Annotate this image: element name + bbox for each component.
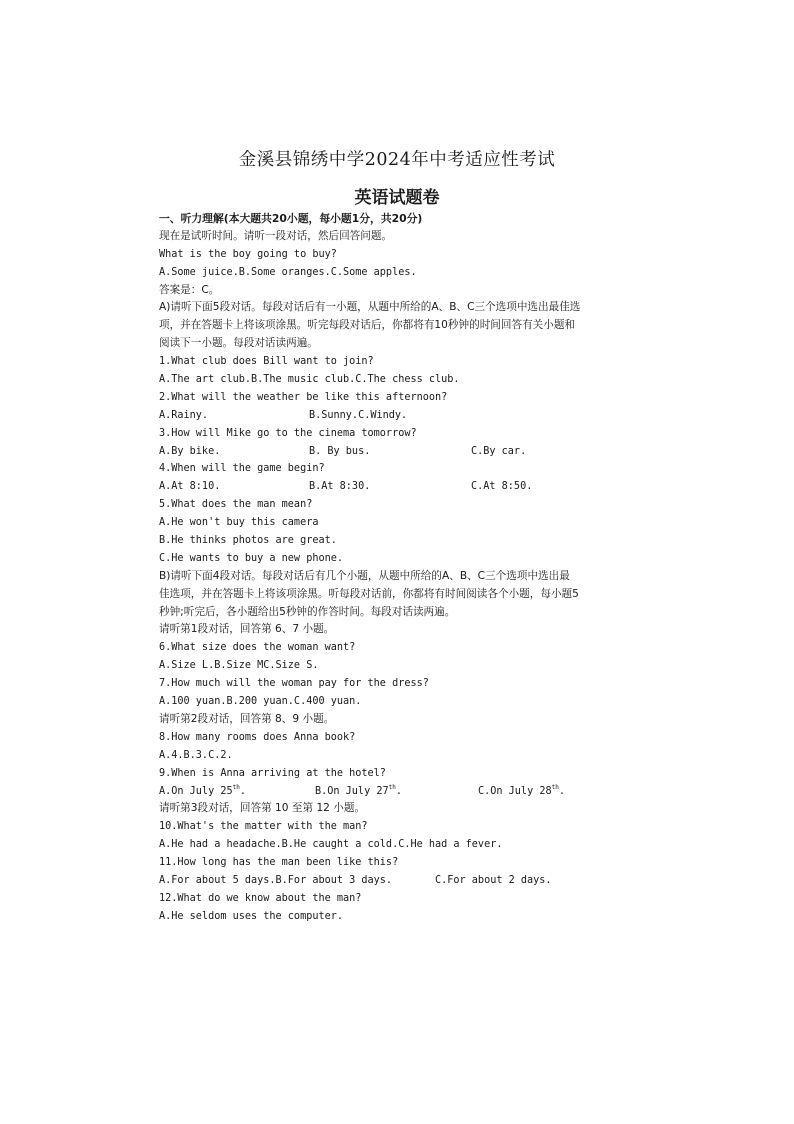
question-11: 11.How long has the man been like this? — [159, 857, 399, 869]
question-5-option-c: C.He wants to buy a new phone. — [159, 552, 344, 564]
question-12-option-a: A.He seldom uses the computer. — [159, 910, 344, 922]
question-8: 8.How many rooms does Anna book? — [159, 731, 356, 743]
question-4: 4.When will the game begin? — [159, 463, 325, 475]
question-6: 6.What size does the woman want? — [159, 642, 356, 654]
option-ab: A.For about 5 days.B.For about 3 days. — [159, 874, 393, 886]
trial-options: A.Some juice.B.Some oranges.C.Some apples. — [159, 266, 417, 278]
question-5: 5.What does the man mean? — [159, 499, 313, 511]
part-a-instructions-3: 阅读下一小题。每段对话读两遍。 — [159, 337, 318, 350]
dialog-3-instruction: 请听第3段对话，回答第 10 至第 12 小题。 — [159, 802, 366, 815]
question-6-options: A.Size L.B.Size MC.Size S. — [159, 660, 319, 672]
option-a: A.On July 25th. — [159, 783, 246, 797]
option-c: C.At 8:50. — [471, 481, 533, 493]
listening-section — [159, 210, 639, 926]
question-3-options — [159, 443, 639, 461]
part-b-instructions-3: 秒钟;听完后，各小题给出5秒钟的作答时间。每段对话读两遍。 — [159, 605, 456, 618]
question-9-options — [159, 783, 639, 801]
dialog-2-instruction: 请听第2段对话，回答第 8、9 小题。 — [159, 712, 335, 725]
option-b: B. By bus. — [309, 445, 371, 457]
trial-question: What is the boy going to buy? — [159, 248, 337, 260]
question-10-options: A.He had a headache.B.He caught a cold.C.He had a fever. — [159, 839, 503, 851]
question-7-options: A.100 yuan.B.200 yuan.C.400 yuan. — [159, 696, 362, 708]
part-a-instructions-2: 项，并在答题卡上将该项涂黑。听完每段对话后，你都将有10秒钟的时间回答有关小题和 — [159, 319, 576, 332]
question-9: 9.When is Anna arriving at the hotel? — [159, 767, 386, 779]
question-12: 12.What do we know about the man? — [159, 892, 362, 904]
question-10: 10.What's the matter with the man? — [159, 821, 368, 833]
part-b-instructions-2: 佳选项，并在答题卡上将该项涂黑。听每段对话前，你都将有时间阅读各个小题，每小题5 — [159, 587, 579, 600]
section-heading: 一、听力理解(本大题共20小题，每小题1分，共20分) — [159, 212, 423, 225]
exam-subtitle: 英语试题卷 — [354, 188, 440, 208]
exam-title: 金溪县锦绣中学2024年中考适应性考试 — [238, 150, 556, 170]
part-b-instructions-1: B)请听下面4段对话。每段对话后有几个小题，从题中所给的A、B、C三个选项中选出最 — [159, 569, 570, 582]
option-c: C.For about 2 days. — [435, 874, 552, 886]
option-a: A.At 8:10. — [159, 481, 221, 493]
question-8-options: A.4.B.3.C.2. — [159, 749, 233, 761]
trial-answer: 答案是：C。 — [159, 283, 220, 296]
option-b: B.On July 27th. — [315, 783, 402, 797]
question-2: 2.What will the weather be like this afternoon? — [159, 391, 448, 403]
question-1: 1.What club does Bill want to join? — [159, 356, 374, 368]
question-7: 7.How much will the woman pay for the dress? — [159, 678, 429, 690]
option-c: C.By car. — [471, 445, 527, 457]
option-a: A.By bike. — [159, 445, 221, 457]
question-3: 3.How will Mike go to the cinema tomorrow? — [159, 427, 417, 439]
question-4-options — [159, 478, 639, 496]
question-1-options: A.The art club.B.The music club.C.The chess club. — [159, 374, 460, 386]
part-a-instructions-1: A)请听下面5段对话。每段对话后有一小题，从题中所给的A、B、C三个选项中选出最佳选 — [159, 301, 581, 314]
option-bc: B.Sunny.C.Windy. — [309, 409, 408, 421]
question-2-options — [159, 407, 639, 425]
dialog-1-instruction: 请听第1段对话，回答第 6、7 小题。 — [159, 623, 335, 636]
question-11-options — [159, 872, 639, 890]
option-c: C.On July 28th. — [478, 783, 565, 797]
option-b: B.At 8:30. — [309, 481, 371, 493]
trial-intro: 现在是试听时间。请听一段对话，然后回答问题。 — [159, 229, 393, 242]
question-5-option-a: A.He won't buy this camera — [159, 517, 319, 529]
question-5-option-b: B.He thinks photos are great. — [159, 535, 337, 547]
option-a: A.Rainy. — [159, 409, 209, 421]
